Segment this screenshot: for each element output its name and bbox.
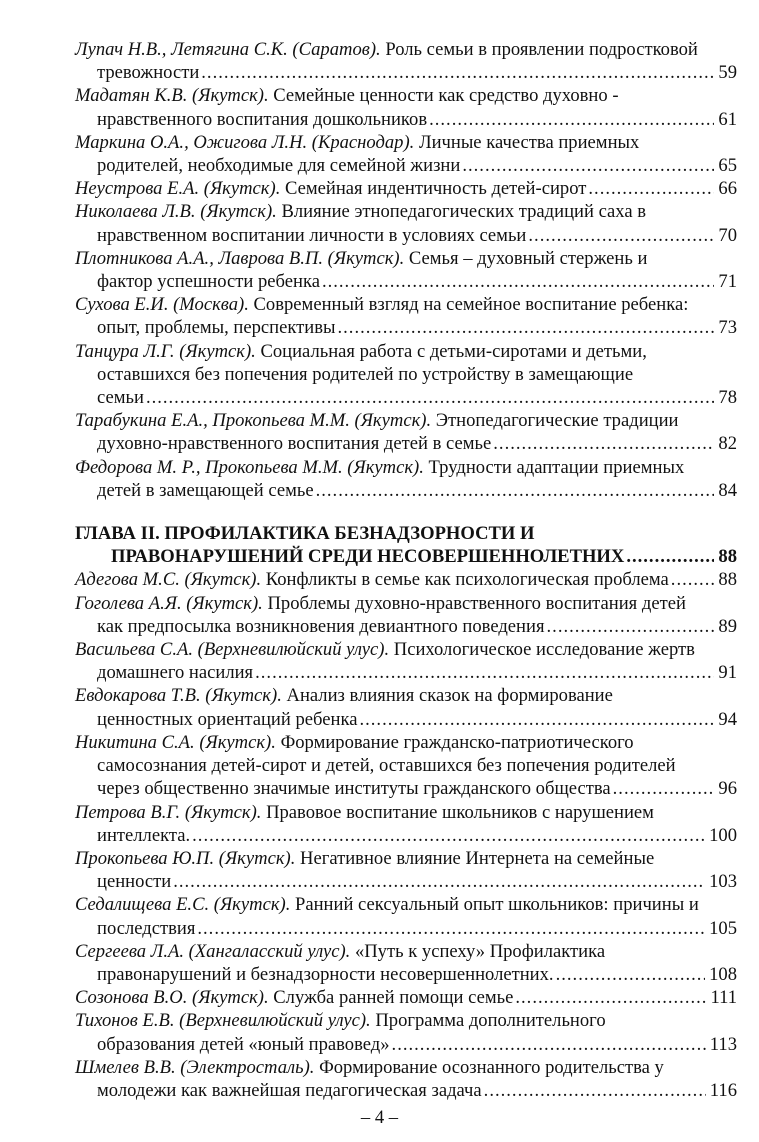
toc-entry <box>75 684 737 730</box>
entry-author: Мадатян К.В. (Якутск). <box>75 85 269 107</box>
entry-page-number: 103 <box>709 871 737 893</box>
entry-author: Николаева Л.В. (Якутск). <box>75 201 277 223</box>
dot-leader <box>146 386 714 409</box>
entry-page-number: 59 <box>718 62 737 84</box>
entry-author: Плотникова А.А., Лаврова В.П. (Якутск). <box>75 247 405 269</box>
entry-author: Неустрова Е.А. (Якутск). <box>75 178 281 200</box>
toc-entry <box>75 1056 737 1102</box>
entry-page-number: 100 <box>709 824 737 846</box>
dot-leader <box>626 545 714 568</box>
toc-entry <box>75 638 737 684</box>
dot-leader <box>201 61 714 84</box>
entry-page-number: 70 <box>718 224 737 246</box>
entry-title-line: Личные качества приемных <box>418 131 640 153</box>
entry-title-line: нравственного воспитания дошкольников <box>97 108 428 130</box>
dot-leader <box>528 224 714 247</box>
entry-title-line: Формирование осознанного родительства у <box>319 1056 664 1078</box>
entry-title-line: семьи <box>97 387 144 409</box>
entry-author: Петрова В.Г. (Якутск). <box>75 801 262 823</box>
entry-title-line: нравственном воспитании личности в условиях семьи <box>97 224 527 246</box>
entry-page-number: 66 <box>718 178 737 200</box>
entry-page-number: 91 <box>718 662 737 684</box>
entry-title-line: молодежи как важнейшая педагогическая задача <box>97 1079 482 1101</box>
toc-entry <box>75 731 737 801</box>
entry-page-number: 71 <box>718 271 737 293</box>
toc-entry <box>75 592 737 638</box>
entry-title-line: опыт, проблемы, перспективы <box>97 317 336 339</box>
entry-title-line: оставшихся без попечения родителей по устройству в замещающие <box>97 363 634 385</box>
entry-page-number: 65 <box>718 155 737 177</box>
entry-author: Евдокарова Т.В. (Якутск). <box>75 685 282 707</box>
entry-title-line: образования детей «юный правовед» <box>97 1033 390 1055</box>
entry-page-number: 111 <box>710 987 737 1009</box>
toc-entry <box>75 38 737 84</box>
entry-title-line: детей в замещающей семье <box>97 479 314 501</box>
entry-title-line: Правовое воспитание школьников с нарушением <box>266 801 654 823</box>
toc-entry <box>75 1009 737 1055</box>
page-number-footer: – 4 – <box>360 1107 399 1128</box>
entry-page-number: 105 <box>709 917 737 939</box>
entry-author: Лупач Н.В., Летягина С.К. (Саратов). <box>75 39 381 60</box>
dot-leader <box>429 108 714 131</box>
entry-page-number: 113 <box>709 1033 737 1055</box>
toc-entry <box>75 293 737 339</box>
dot-leader <box>484 1079 706 1102</box>
entry-title-line: духовно-нравственного воспитания детей в семье <box>97 433 492 455</box>
dot-leader <box>588 177 714 200</box>
entry-title-line: Семейная индентичность детей-сирот <box>285 178 587 200</box>
entry-title-line: Трудности адаптации приемных <box>428 456 685 478</box>
entry-page-number: 82 <box>718 433 737 455</box>
toc-entry <box>75 456 737 502</box>
dot-leader <box>392 1033 706 1056</box>
entry-title-line: ценности <box>97 871 172 893</box>
toc-section-2 <box>75 568 737 1102</box>
entry-title-line: самосознания детей-сирот и детей, оставшихся без попечения родителей <box>97 755 676 777</box>
entry-author: Адегова М.С. (Якутск). <box>75 569 262 591</box>
entry-author: Никитина С.А. (Якутск). <box>75 731 276 753</box>
dot-leader <box>322 270 714 293</box>
toc-section-1 <box>75 38 737 502</box>
entry-title-line: домашнего насилия <box>97 662 254 684</box>
entry-title-line: Социальная работа с детьми-сиротами и детьми, <box>260 340 647 362</box>
toc-entry <box>75 131 737 177</box>
dot-leader <box>316 479 715 502</box>
entry-page-number: 61 <box>718 108 737 130</box>
entry-author: Сергеева Л.А. (Хангаласский улус). <box>75 940 351 962</box>
dot-leader <box>515 986 706 1009</box>
entry-page-number: 108 <box>709 963 737 985</box>
entry-author: Седалищева Е.С. (Якутск). <box>75 894 291 916</box>
entry-author: Маркина О.А., Ожигова Л.Н. (Краснодар). <box>75 131 415 153</box>
toc-entry <box>75 986 737 1009</box>
toc-entry <box>75 340 737 410</box>
dot-leader <box>338 316 715 339</box>
entry-author: Федорова М. Р., Прокопьева М.М. (Якутск). <box>75 456 424 478</box>
entry-title-line: Влияние этнопедагогических традиций саха в <box>281 201 647 223</box>
entry-title-line: Ранний сексуальный опыт школьников: причины и <box>295 894 699 916</box>
entry-title-line: «Путь к успеху» Профилактика <box>354 940 606 962</box>
toc-entry <box>75 84 737 130</box>
chapter-title-line-1: ГЛАВА II. ПРОФИЛАКТИКА БЕЗНАДЗОРНОСТИ И <box>75 523 535 545</box>
chapter-title-line-2: ПРАВОНАРУШЕНИЙ СРЕДИ НЕСОВЕРШЕННОЛЕТНИХ <box>111 546 625 568</box>
dot-leader <box>173 870 705 893</box>
dot-leader <box>547 615 715 638</box>
entry-title-line: Формирование гражданско-патриотического <box>280 731 634 753</box>
entry-title-line: Негативное влияние Интернета на семейные <box>300 847 655 869</box>
entry-title-line: Проблемы духовно-нравственного воспитания детей <box>267 592 686 614</box>
toc-entry <box>75 847 737 893</box>
toc-entry <box>75 801 737 847</box>
entry-author: Прокопьева Ю.П. (Якутск). <box>75 847 296 869</box>
entry-title-line: Роль семьи в проявлении подростковой <box>385 39 698 60</box>
dot-leader <box>462 154 714 177</box>
entry-title-line: последствия <box>97 917 196 939</box>
entry-author: Шмелев В.В. (Электросталь). <box>75 1056 315 1078</box>
entry-page-number: 78 <box>718 387 737 409</box>
entry-title-line: Современный взгляд на семейное воспитание ребенка: <box>253 294 689 316</box>
entry-title-line: Семейные ценности как средство духовно - <box>273 85 619 107</box>
toc-entry <box>75 940 737 986</box>
dot-leader <box>192 824 705 847</box>
entry-author: Тихонов Е.В. (Верхневилюйский улус). <box>75 1010 371 1032</box>
entry-page-number: 116 <box>709 1079 737 1101</box>
dot-leader <box>613 777 715 800</box>
entry-title-line: как предпосылка возникновения девиантного поведения <box>97 615 545 637</box>
entry-title-line: через общественно значимые институты гражданского общества <box>97 778 611 800</box>
toc-entry <box>75 409 737 455</box>
entry-title-line: Семья – духовный стержень и <box>408 247 648 269</box>
dot-leader <box>255 661 714 684</box>
entry-title-line: Психологическое исследование жертв <box>393 639 695 661</box>
entry-page-number: 94 <box>718 708 737 730</box>
entry-page-number: 96 <box>718 778 737 800</box>
toc-entry <box>75 200 737 246</box>
entry-title-line: тревожности <box>97 62 200 84</box>
entry-title-line: интеллекта. <box>97 824 191 846</box>
toc-entry <box>75 568 737 591</box>
entry-page-number: 88 <box>718 569 737 591</box>
entry-title-line: Конфликты в семье как психологическая проблема <box>265 569 669 591</box>
toc-entry <box>75 893 737 939</box>
entry-title-line: фактор успешности ребенка <box>97 271 320 293</box>
table-of-contents <box>75 38 737 1102</box>
entry-author: Гоголева А.Я. (Якутск). <box>75 592 263 614</box>
entry-title-line: правонарушений и безнадзорности несовершеннолетних. <box>97 963 554 985</box>
toc-entry <box>75 177 737 200</box>
entry-title-line: родителей, необходимые для семейной жизни <box>97 155 461 177</box>
entry-page-number: 89 <box>718 615 737 637</box>
entry-title-line: Служба ранней помощи семье <box>273 987 514 1009</box>
entry-author: Васильева С.А. (Верхневилюйский улус). <box>75 639 390 661</box>
entry-title-line: Анализ влияния сказок на формирование <box>286 685 613 707</box>
dot-leader <box>493 432 714 455</box>
dot-leader <box>197 917 705 940</box>
dot-leader <box>556 963 706 986</box>
entry-author: Тарабукина Е.А., Прокопьева М.М. (Якутск). <box>75 410 432 432</box>
toc-entry <box>75 247 737 293</box>
entry-title-line: ценностных ориентаций ребенка <box>97 708 358 730</box>
entry-title-line: Программа дополнительного <box>375 1010 606 1032</box>
dot-leader <box>671 568 715 591</box>
entry-author: Созонова В.О. (Якутск). <box>75 987 269 1009</box>
entry-author: Сухова Е.И. (Москва). <box>75 294 249 316</box>
chapter-page-number: 88 <box>718 546 737 568</box>
dot-leader <box>359 708 714 731</box>
chapter-heading <box>75 522 737 568</box>
entry-title-line: Этнопедагогические традиции <box>435 410 679 432</box>
entry-page-number: 73 <box>718 317 737 339</box>
entry-page-number: 84 <box>718 479 737 501</box>
entry-author: Танцура Л.Г. (Якутск). <box>75 340 256 362</box>
